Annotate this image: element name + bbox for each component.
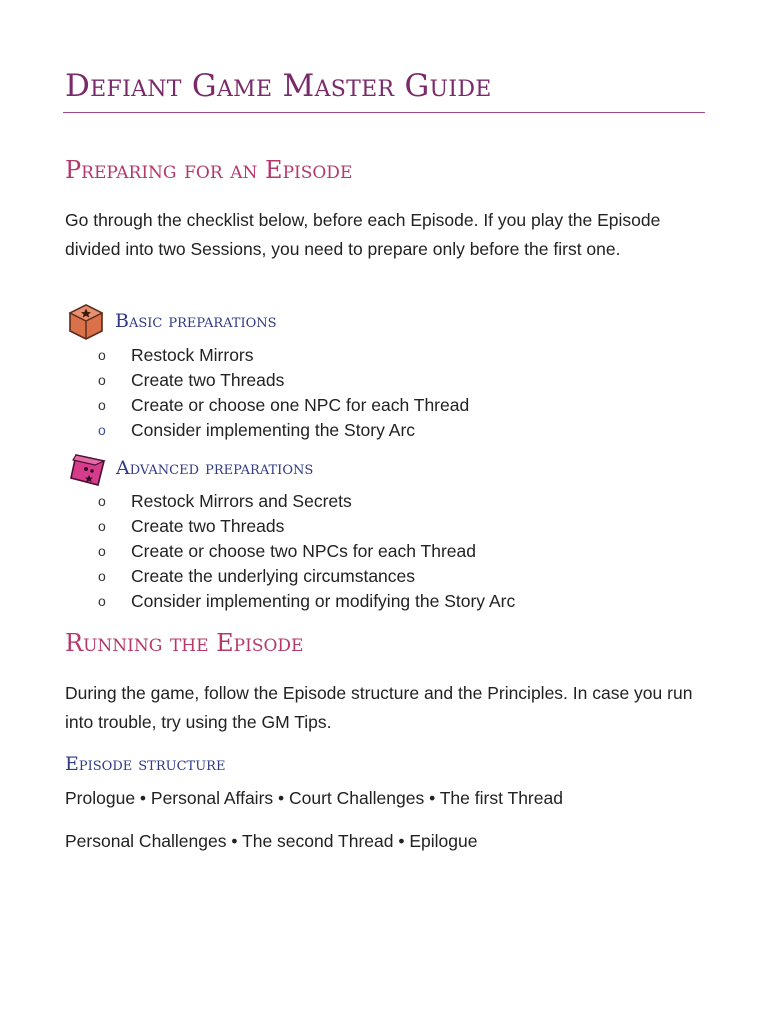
list-item: o Create the underlying circumstances (98, 564, 515, 589)
bullet-icon: o (98, 372, 106, 388)
subheading-episode-structure: Episode structure (65, 753, 226, 775)
list-item: o Create or choose two NPCs for each Thread (98, 539, 515, 564)
list-item: o Consider implementing the Story Arc (98, 418, 469, 443)
preparing-intro: Go through the checklist below, before each Episode. If you play the Episode divided into two Sessions, you need to prepare only before the first one. (65, 210, 661, 259)
running-intro: During the game, follow the Episode structure and the Principles. In case you run into trouble, try using the GM Tips. (65, 683, 693, 732)
bullet-icon: o (98, 518, 106, 534)
bullet-icon: o (98, 493, 106, 509)
title-divider (63, 112, 705, 113)
subheading-advanced-preparations: Advanced preparations (116, 457, 314, 479)
list-item: o Create or choose one NPC for each Thread (98, 393, 469, 418)
subheading-basic-preparations: Basic preparations (115, 310, 277, 332)
list-item: o Create two Threads (98, 368, 469, 393)
pink-die-icon (68, 451, 108, 489)
section-heading-preparing: Preparing for an Episode (65, 156, 353, 184)
list-item: o Restock Mirrors and Secrets (98, 489, 515, 514)
list-item: o Create two Threads (98, 514, 515, 539)
section-heading-running: Running the Episode (65, 629, 304, 657)
bullet-icon: o (98, 422, 106, 438)
bullet-icon: o (98, 593, 106, 609)
structure-line-1: Prologue • Personal Affairs • Court Challenges • The first Thread (65, 788, 563, 808)
basic-checklist (98, 343, 469, 443)
structure-line-2: Personal Challenges • The second Thread • Epilogue (65, 831, 478, 851)
list-item: o Restock Mirrors (98, 343, 469, 368)
list-item: o Consider implementing or modifying the Story Arc (98, 589, 515, 614)
advanced-checklist (98, 489, 515, 614)
bullet-icon: o (98, 397, 106, 413)
bullet-icon: o (98, 568, 106, 584)
bullet-icon: o (98, 543, 106, 559)
orange-die-icon (67, 303, 105, 341)
document-title: Defiant Game Master Guide (65, 68, 492, 104)
bullet-icon: o (98, 347, 106, 363)
